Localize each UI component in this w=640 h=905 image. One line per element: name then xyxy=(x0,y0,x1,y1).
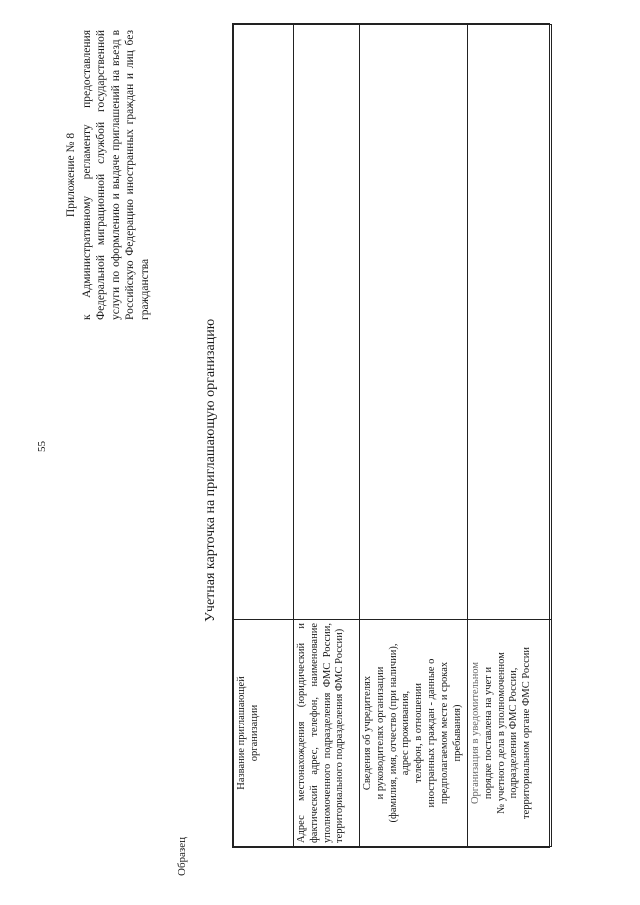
table-row xyxy=(234,25,294,847)
row-value-address[interactable] xyxy=(294,25,360,620)
page-number: 55 xyxy=(36,441,48,452)
appendix-header xyxy=(64,30,153,320)
document-title: Учетная карточка на приглашающую организацию xyxy=(203,318,218,622)
row-label-address: Адрес местонахождения (юридический и фактический адрес, телефон, наименование уполномоченного подразделения ФМС России, территориального подразделения ФМС России) xyxy=(294,620,360,847)
table-row xyxy=(294,25,360,847)
appendix-text: к Административному регламенту предоставления Федеральной миграционной службой государственной услуги по оформлению и выдаче приглашений на въезд в Российскую Федерацию иностранных граждан и лиц без гражданства xyxy=(80,30,151,320)
row-value-organization-name[interactable] xyxy=(234,25,294,620)
appendix-number: Приложение № 8 xyxy=(65,132,77,218)
row-value-registration[interactable] xyxy=(468,25,552,620)
table-row xyxy=(360,25,468,847)
row-value-founders[interactable] xyxy=(360,25,468,620)
registration-card-table xyxy=(232,23,550,848)
sample-label: Образец xyxy=(176,836,188,876)
row-label-registration: Организация в уведомительном порядке поставлена на учет и № учетного дела в уполномоченном подразделении ФМС России, территориальном органе ФМС России xyxy=(468,620,552,847)
table-row xyxy=(468,25,552,847)
row-label-founders: Сведения об учредителях и руководителях организации (фамилия, имя, отчество (при наличии), адрес проживания, телефон, в отношении иностранных граждан - данные о предполагаемом месте и сроках пребывания) xyxy=(360,620,468,847)
row-label-organization-name: Название приглашающей организации xyxy=(234,620,294,847)
